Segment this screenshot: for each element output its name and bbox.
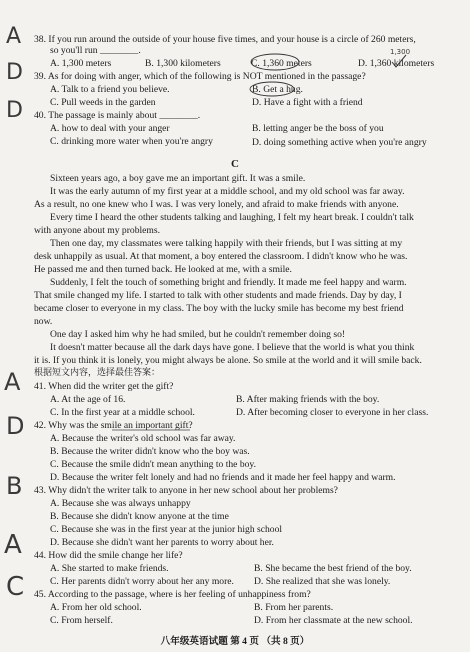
q41-stem: 41. When did the writer get the gift?	[34, 381, 174, 392]
q43-stem: 43. Why didn't the writer talk to anyone in her new school about her problems?	[34, 485, 338, 496]
passage-line: Then one day, my classmates were talking happily with their friends, but I was sitting at my	[50, 238, 403, 249]
q42-option-c: C. Because the smile didn't mean anything to the boy.	[50, 459, 256, 470]
q38-option-b: B. 1,300 kilometers	[145, 58, 221, 69]
handwritten-answer-41: A	[4, 368, 21, 396]
handwritten-answer-42: D	[6, 412, 25, 440]
q45-option-d: D. From her classmate at the new school.	[254, 615, 413, 626]
q39-stem: 39. As for doing with anger, which of the following is NOT mentioned in the passage?	[34, 71, 366, 82]
handwritten-answer-45: C	[6, 572, 25, 602]
q45-option-c: C. From herself.	[50, 615, 113, 626]
q40-stem: 40. The passage is mainly about ________.	[34, 110, 201, 121]
q44-option-c: C. Her parents didn't worry about her any more.	[50, 576, 234, 587]
q42-option-d: D. Because the writer felt lonely and had no friends and it made her feel happy and warm.	[50, 472, 396, 483]
passage-line: desk unhappily as usual. At that moment, a boy entered the classroom. I didn't know who he was.	[34, 251, 408, 262]
section-title: C	[231, 158, 239, 170]
q39-option-c: C. Pull weeds in the garden	[50, 97, 156, 108]
q38-stem-line-2: so you'll run ________.	[50, 45, 141, 56]
instruction: 根据短文内容，选择最佳答案：	[34, 368, 161, 378]
q45-stem: 45. According to the passage, where is her feeling of unhappiness from?	[34, 589, 311, 600]
q42-option-a: A. Because the writer's old school was far away.	[50, 433, 236, 444]
passage-line: As a result, no one knew who I was. I was very lonely, and afraid to make friends with anyone.	[34, 199, 399, 210]
passage-line: Sixteen years ago, a boy gave me an important gift. It was a smile.	[50, 173, 306, 184]
passage-line: Every time I heard the other students talking and laughing, I felt my heart break. I couldn't talk	[50, 212, 414, 223]
q40-option-b: B. letting anger be the boss of you	[252, 123, 384, 134]
handwritten-answer-40: D	[6, 98, 23, 123]
q43-option-b: B. Because she didn't know anyone at the time	[50, 511, 229, 522]
q40-option-a: A. how to deal with your anger	[50, 123, 170, 134]
q41-option-b: B. After making friends with the boy.	[236, 394, 380, 405]
q45-option-b: B. From her parents.	[254, 602, 334, 613]
q39-option-b: B. Get a hug.	[252, 84, 303, 95]
passage-line: with anyone about my problems.	[34, 225, 161, 236]
handwritten-answer-39: D	[6, 60, 23, 85]
q41-option-d: D. After becoming closer to everyone in her class.	[236, 407, 429, 418]
q38-option-a: A. 1,300 meters	[50, 58, 112, 69]
passage-line: He passed me and then turned back. He looked at me, with a smile.	[34, 264, 292, 275]
q44-option-b: B. She became the best friend of the boy.	[254, 563, 412, 574]
handwritten-answer-43: B	[6, 472, 23, 500]
q38-option-d: D. 1,360 kilometers	[358, 58, 435, 69]
q42-stem: 42. Why was the smile an important gift?	[34, 420, 193, 431]
q41-option-a: A. At the age of 16.	[50, 394, 126, 405]
passage-line: It doesn't matter because all the dark days have gone. I believe that the world is what you think	[50, 342, 415, 353]
q40-option-d: D. doing something active when you're angry	[252, 137, 427, 148]
passage-line: It was the early autumn of my first year at a middle school, and my old school was far away.	[50, 186, 405, 197]
q43-option-d: D. Because she didn't want her parents to worry about her.	[50, 537, 274, 548]
passage-line: One day I asked him why he had smiled, but he couldn't remember doing so!	[50, 329, 346, 340]
q38-option-c: C. 1,360 meters	[251, 58, 312, 69]
passage-line: now.	[34, 316, 53, 327]
q45-option-a: A. From her old school.	[50, 602, 142, 613]
handwritten-note: 1,300	[390, 48, 411, 56]
q42-option-b: B. Because the writer didn't know who the boy was.	[50, 446, 250, 457]
q39-option-d: D. Have a fight with a friend	[252, 97, 363, 108]
page-footer: 八年级英语试题 第 4 页 （共 8 页）	[160, 636, 310, 647]
passage-line: became closer to everyone in my class. The boy with the lucky smile has become my best friend	[34, 303, 404, 314]
q43-option-c: C. Because she was in the first year at the junior high school	[50, 524, 283, 535]
passage-line: it is. If you think it is lonely, you might always be alone. So smile at the world and it will smile back.	[34, 355, 422, 366]
q44-stem: 44. How did the smile change her life?	[34, 550, 183, 561]
handwritten-answer-44: A	[4, 530, 22, 560]
passage-line: Suddenly, I felt the touch of something bright and friendly. It made me feel happy and warm.	[50, 277, 407, 288]
q43-option-a: A. Because she was always unhappy	[50, 498, 191, 509]
passage-line: That smile changed my life. I started to talk with other students and made friends. Day by day, I	[34, 290, 402, 301]
q40-option-c: C. drinking more water when you're angry	[50, 136, 213, 147]
q39-option-a: A. Talk to a friend you believe.	[50, 84, 170, 95]
q44-option-d: D. She realized that she was lonely.	[254, 576, 391, 587]
q41-option-c: C. In the first year at a middle school.	[50, 407, 195, 418]
q44-option-a: A. She started to make friends.	[50, 563, 169, 574]
handwritten-answer-38: A	[6, 24, 22, 49]
q38-stem-line-1: 38. If you run around the outside of your house five times, and your house is a circle of 260 meters,	[34, 34, 416, 45]
